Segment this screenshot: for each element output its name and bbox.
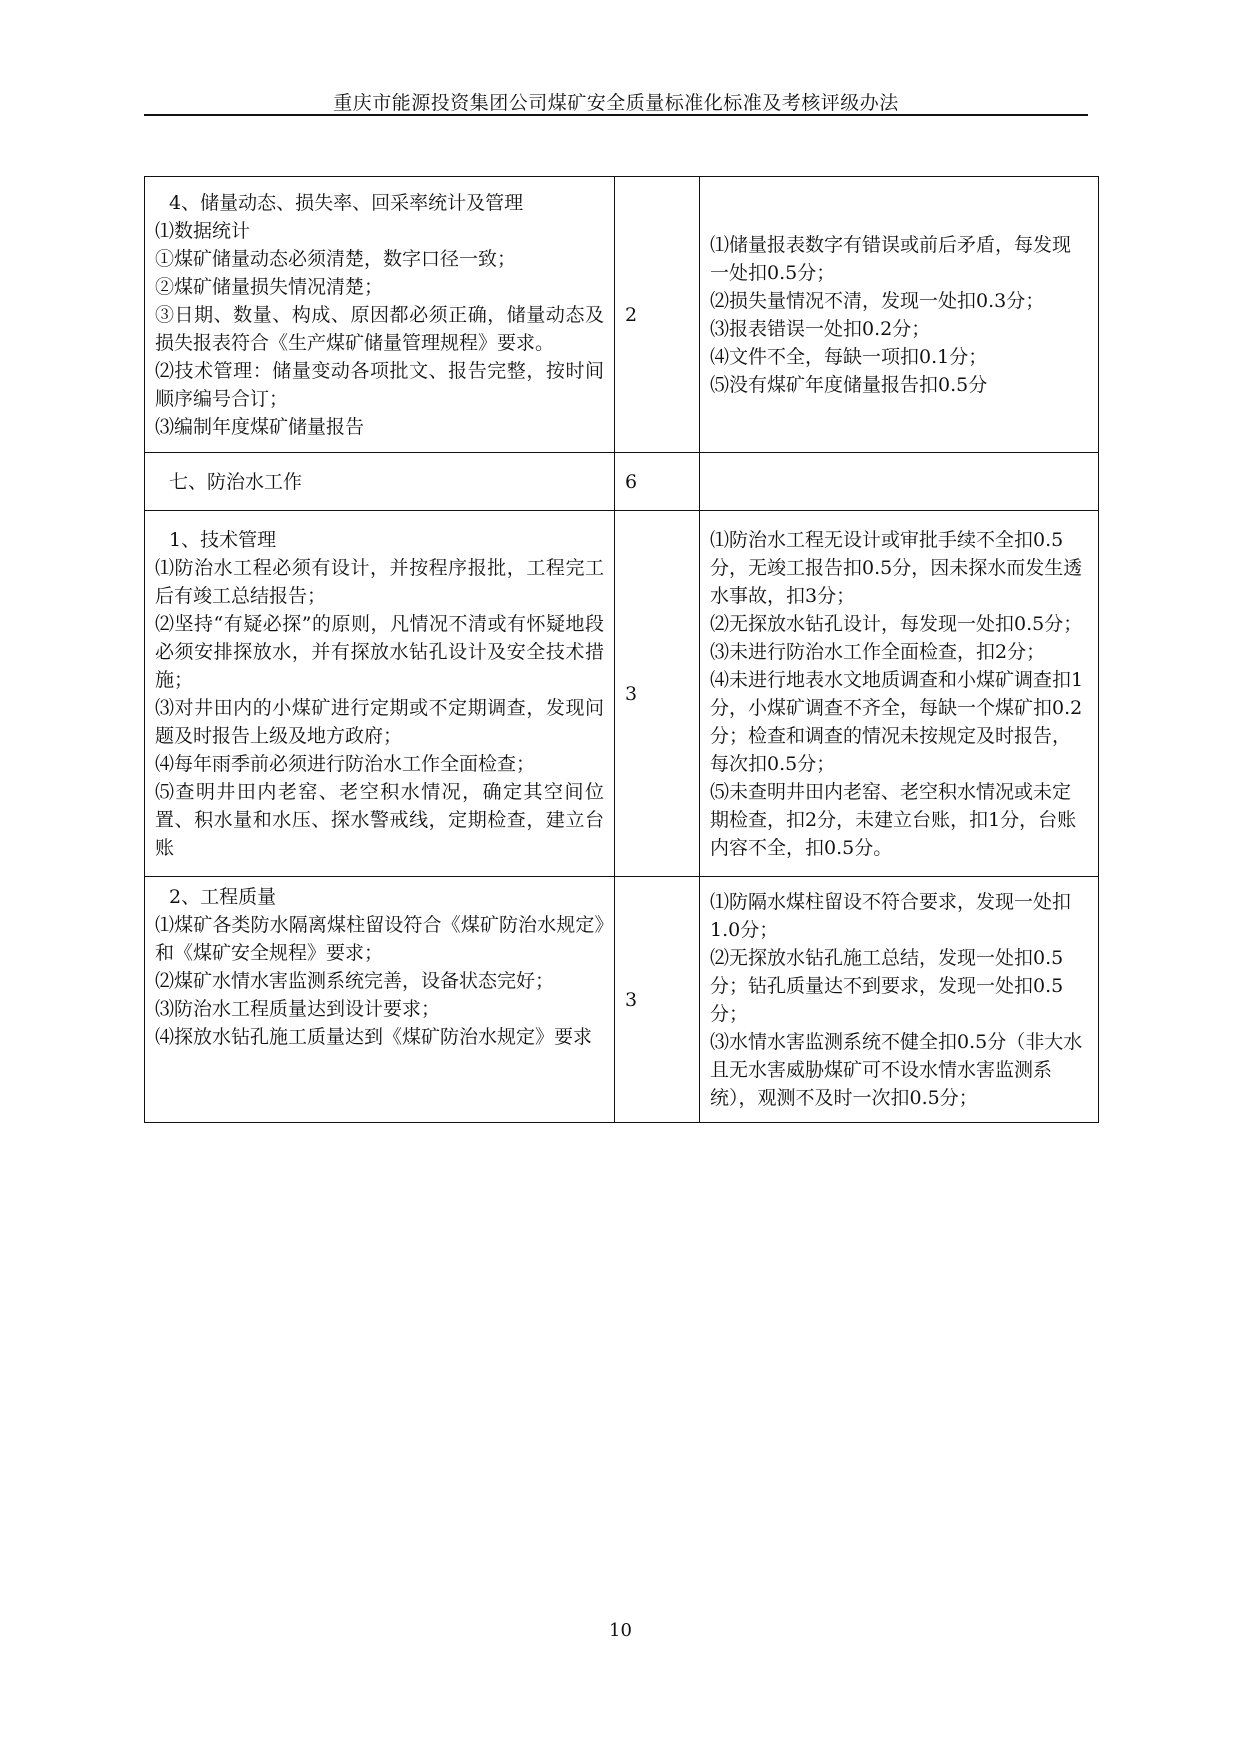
score-cell: 3 <box>615 511 700 877</box>
content-line: ⑷探放水钻孔施工质量达到《煤矿防治水规定》要求 <box>155 1026 593 1048</box>
deduction-line: ⑵无探放水钻孔设计，每发现一处扣0.5分； <box>710 612 1083 635</box>
content-line: ⑶编制年度煤矿储量报告 <box>155 415 365 438</box>
deduction-cell <box>700 877 1099 1123</box>
content-line: ⑵技术管理：储量变动各项批文、报告完整，按时间顺序编号合订； <box>155 359 604 410</box>
table-row <box>145 453 1099 511</box>
standards-table <box>144 176 1099 1123</box>
content-line: ⑴防治水工程必须有设计，并按程序报批，工程完工后有竣工总结报告； <box>155 556 604 607</box>
deduction-line: ⑴防治水工程无设计或审批手续不全扣0.5分，无竣工报告扣0.5分，因未探水而发生透水事故，扣3分； <box>710 528 1083 607</box>
score-cell: 2 <box>615 177 700 453</box>
content-line: ⑶对井田内的小煤矿进行定期或不定期调查，发现问题及时报告上级及地方政府； <box>155 696 604 747</box>
deduction-line: ⑷未进行地表水文地质调查和小煤矿调查扣1分，小煤矿调查不齐全，每缺一个煤矿扣0.2分；检查和调查的情况未按规定及时报告，每次扣0.5分； <box>710 668 1084 775</box>
deduction-line: ⑸没有煤矿年度储量报告扣0.5分 <box>710 373 988 396</box>
content-line: ①煤矿储量动态必须清楚，数字口径一致； <box>155 247 517 270</box>
content-line: 4、储量动态、损失率、回采率统计及管理 <box>169 191 524 214</box>
content-cell <box>145 453 615 511</box>
section-heading: 七、防治水工作 <box>169 470 303 493</box>
page-number: 10 <box>609 1620 632 1641</box>
score-cell: 6 <box>615 453 700 511</box>
deduction-line: ⑸未查明井田内老窑、老空积水情况或未定期检查，扣2分，未建立台账，扣1分，台账内容不全，扣0.5分。 <box>710 780 1077 859</box>
content-line: ⑴煤矿各类防水隔离煤柱留设符合《煤矿防治水规定》和《煤矿安全规程》要求； <box>155 914 604 964</box>
content-line: ⑷每年雨季前必须进行防治水工作全面检查； <box>155 752 536 775</box>
score-cell: 3 <box>615 877 700 1123</box>
deduction-cell <box>700 453 1099 511</box>
deduction-line: ⑶报表错误一处扣0.2分； <box>710 317 931 340</box>
deduction-cell <box>700 511 1099 877</box>
content-line: 2、工程质量 <box>169 886 277 908</box>
deduction-line: ⑵损失量情况不清，发现一处扣0.3分； <box>710 289 1045 312</box>
table-row <box>145 511 1099 877</box>
content-line: ⑸查明井田内老窑、老空积水情况，确定其空间位置、积水量和水压、探水警戒线，定期检查，建立台账 <box>155 780 604 859</box>
deduction-line: ⑷文件不全，每缺一项扣0.1分； <box>710 345 988 368</box>
content-cell <box>145 177 615 453</box>
deduction-cell <box>700 177 1099 453</box>
deduction-line: ⑴防隔水煤柱留设不符合要求，发现一处扣1.0分； <box>710 890 1072 941</box>
content-line: ⑵坚持“有疑必探”的原则，凡情况不清或有怀疑地段必须安排探放水，并有探放水钻孔设计及安全技术措施； <box>155 612 604 691</box>
content-cell <box>145 877 615 1123</box>
deduction-line: ⑶未进行防治水工作全面检查，扣2分； <box>710 640 1046 663</box>
deduction-line: ⑶水情水害监测系统不健全扣0.5分（非大水且无水害威胁煤矿可不设水情水害监测系统），观测不及时一次扣0.5分； <box>710 1030 1083 1109</box>
content-line: ③日期、数量、构成、原因都必须正确，储量动态及损失报表符合《生产煤矿储量管理规程》要求。 <box>155 303 604 354</box>
content-cell <box>145 511 615 877</box>
header-rule <box>144 114 1088 116</box>
table-row <box>145 177 1099 453</box>
content-line: ②煤矿储量损失情况清楚； <box>155 275 384 298</box>
deduction-line: ⑵无探放水钻孔施工总结，发现一处扣0.5分；钻孔质量达不到要求，发现一处扣0.5分； <box>710 946 1064 1025</box>
content-line: ⑵煤矿水情水害监测系统完善，设备状态完好； <box>155 970 555 992</box>
deduction-line: ⑴储量报表数字有错误或前后矛盾，每发现一处扣0.5分； <box>710 233 1072 284</box>
content-line: ⑴数据统计 <box>155 219 251 242</box>
content-line: ⑶防治水工程质量达到设计要求； <box>155 998 441 1020</box>
document-header: 重庆市能源投资集团公司煤矿安全质量标准化标准及考核评级办法 <box>333 92 899 114</box>
content-line: 1、技术管理 <box>169 528 277 551</box>
table-row <box>145 877 1099 1123</box>
